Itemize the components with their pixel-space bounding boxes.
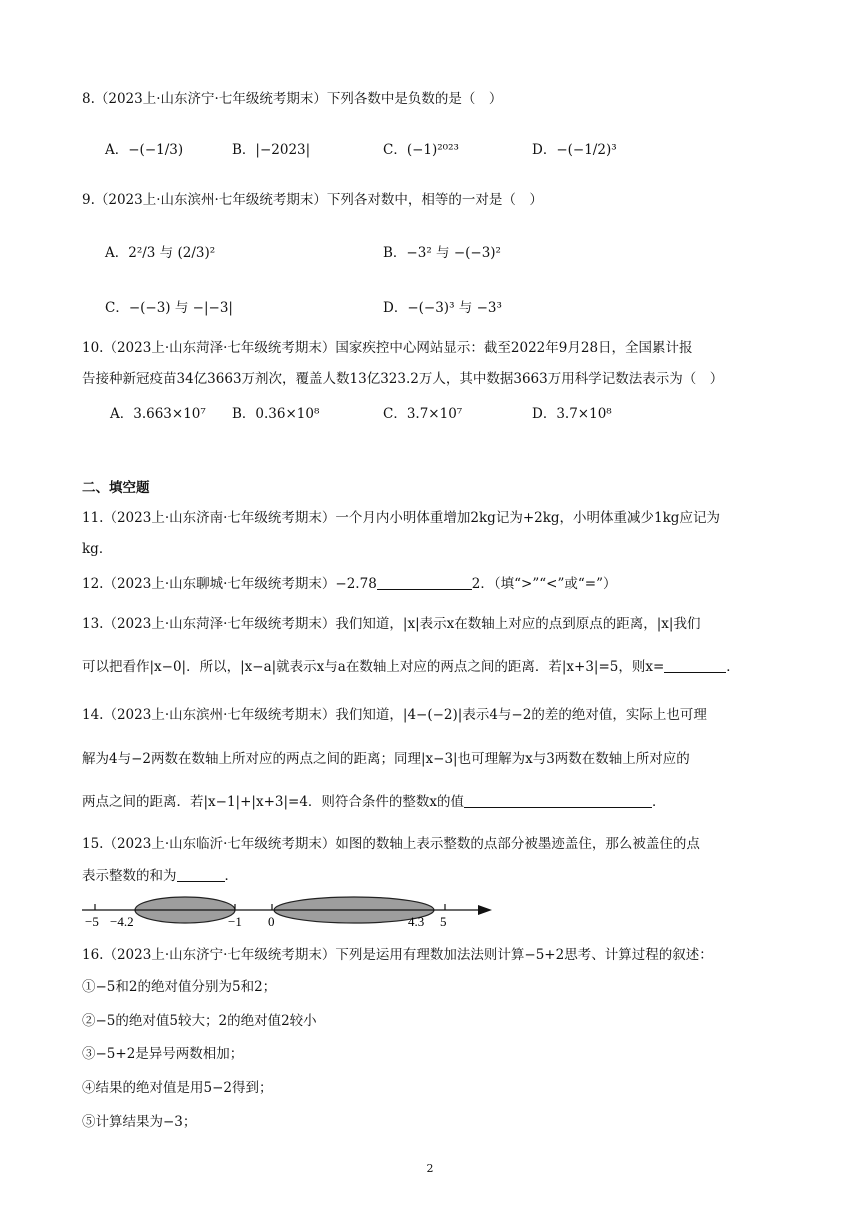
q8-option-d: D．−(−1/2)³: [532, 142, 617, 158]
q12-prefix: 12.（2023上·山东聊城·七年级统考期末）−2.78: [82, 576, 377, 592]
axis-label-neg4-2: −4.2: [110, 914, 134, 929]
q10-stem-line1: 10.（2023上·山东菏泽·七年级统考期末）国家疾控中心网站显示：截至2022年9月28日，全国累计报: [82, 340, 693, 356]
q13-line1: 13.（2023上·山东菏泽·七年级统考期末）我们知道，|x|表示x在数轴上对应的点到原点的距离，|x|我们: [82, 616, 701, 632]
q11-line1: 11.（2023上·山东济南·七年级统考期末）一个月内小明体重增加2kg记为+2kg，小明体重减少1kg应记为: [82, 510, 720, 526]
q16-stem: 16.（2023上·山东济宁·七年级统考期末）下列是运用有理数加法法则计算−5+2思考、计算过程的叙述：: [82, 947, 713, 963]
q12-answer-blank[interactable]: [377, 575, 472, 590]
q14-line3-prefix: 两点之间的距离．若|x−1|+|x+3|=4．则符合条件的整数x的值: [82, 794, 465, 810]
q10-option-b: B．0.36×10⁸: [232, 406, 320, 422]
page-number: 2: [426, 1162, 434, 1175]
q9-option-b: B．−3² 与 −(−3)²: [383, 245, 501, 261]
q10-stem-line2: 告接种新冠疫苗34亿3663万剂次，覆盖人数13亿323.2万人，其中数据3663万用科学记数法表示为（ ）: [82, 371, 724, 387]
q12-line: [82, 574, 616, 594]
q16-step-4: ④结果的绝对值是用5−2得到；: [82, 1080, 273, 1096]
q10-option-c: C．3.7×10⁷: [383, 406, 463, 422]
q12-suffix: 2．（填“>”“<”或“=”）: [471, 576, 617, 592]
q14-line3-suffix: ．: [652, 794, 666, 810]
q9-option-d: D．−(−3)³ 与 −3³: [383, 300, 502, 316]
q16-step-5: ⑤计算结果为−3；: [82, 1114, 197, 1130]
q15-line2-prefix: 表示整数的和为: [82, 868, 177, 884]
q13-line2-prefix: 可以把看作|x−0|．所以，|x−a|就表示x与a在数轴上对应的两点之间的距离．若|x+3|=5，则x=: [82, 659, 665, 675]
q15-line1: 15.（2023上·山东临沂·七年级统考期末）如图的数轴上表示整数的点部分被墨迹盖住，那么被盖住的点: [82, 836, 700, 852]
q13-answer-blank[interactable]: [664, 658, 726, 673]
section-title: 二、填空题: [82, 480, 150, 496]
q14-line1: 14.（2023上·山东滨州·七年级统考期末）我们知道，|4−(−2)|表示4与−2的差的绝对值，实际上也可理: [82, 707, 707, 723]
q10-option-a: A．3.663×10⁷: [110, 406, 206, 422]
q15-answer-blank[interactable]: [177, 867, 225, 882]
q9-option-c: C．−(−3) 与 −|−3|: [105, 300, 233, 316]
q8-option-c: C．(−1)²⁰²³: [383, 142, 459, 158]
q16-step-2: ②−5的绝对值5较大；2的绝对值2较小: [82, 1013, 317, 1029]
q13-line2-suffix: ．: [726, 659, 740, 675]
q9-option-a: A．2²/3 与 (2/3)²: [105, 245, 216, 261]
number-line-figure: [80, 890, 500, 936]
axis-label-zero: 0: [268, 914, 275, 929]
q10-option-d: D．3.7×10⁸: [532, 406, 612, 422]
axis-arrow-icon: [478, 905, 492, 915]
q14-line2: 解为4与−2两数在数轴上所对应的两点之间的距离；同理|x−3|也可理解为x与3两数在数轴上所对应的: [82, 751, 690, 767]
q15-line2-suffix: ．: [224, 868, 238, 884]
q16-step-1: ①−5和2的绝对值分别为5和2；: [82, 979, 277, 995]
q8-stem: 8.（2023上·山东济宁·七年级统考期末）下列各数中是负数的是（ ）: [82, 91, 503, 107]
q14-answer-blank[interactable]: [464, 793, 652, 808]
q9-stem: 9.（2023上·山东滨州·七年级统考期末）下列各对数中，相等的一对是（ ）: [82, 192, 543, 208]
q13-line2: [82, 657, 740, 677]
axis-label-5: 5: [440, 914, 447, 929]
q8-option-b: B．|−2023|: [232, 142, 311, 158]
q14-line3: [82, 792, 666, 812]
axis-label-neg5: −5: [85, 914, 99, 929]
q8-option-a: A．−(−1/3): [105, 142, 184, 158]
q16-step-3: ③−5+2是异号两数相加；: [82, 1046, 244, 1062]
q11-line2: kg．: [82, 541, 113, 557]
q15-line2: [82, 866, 238, 886]
axis-label-4-3: 4.3: [408, 914, 425, 929]
axis-label-neg1: −1: [228, 914, 242, 929]
